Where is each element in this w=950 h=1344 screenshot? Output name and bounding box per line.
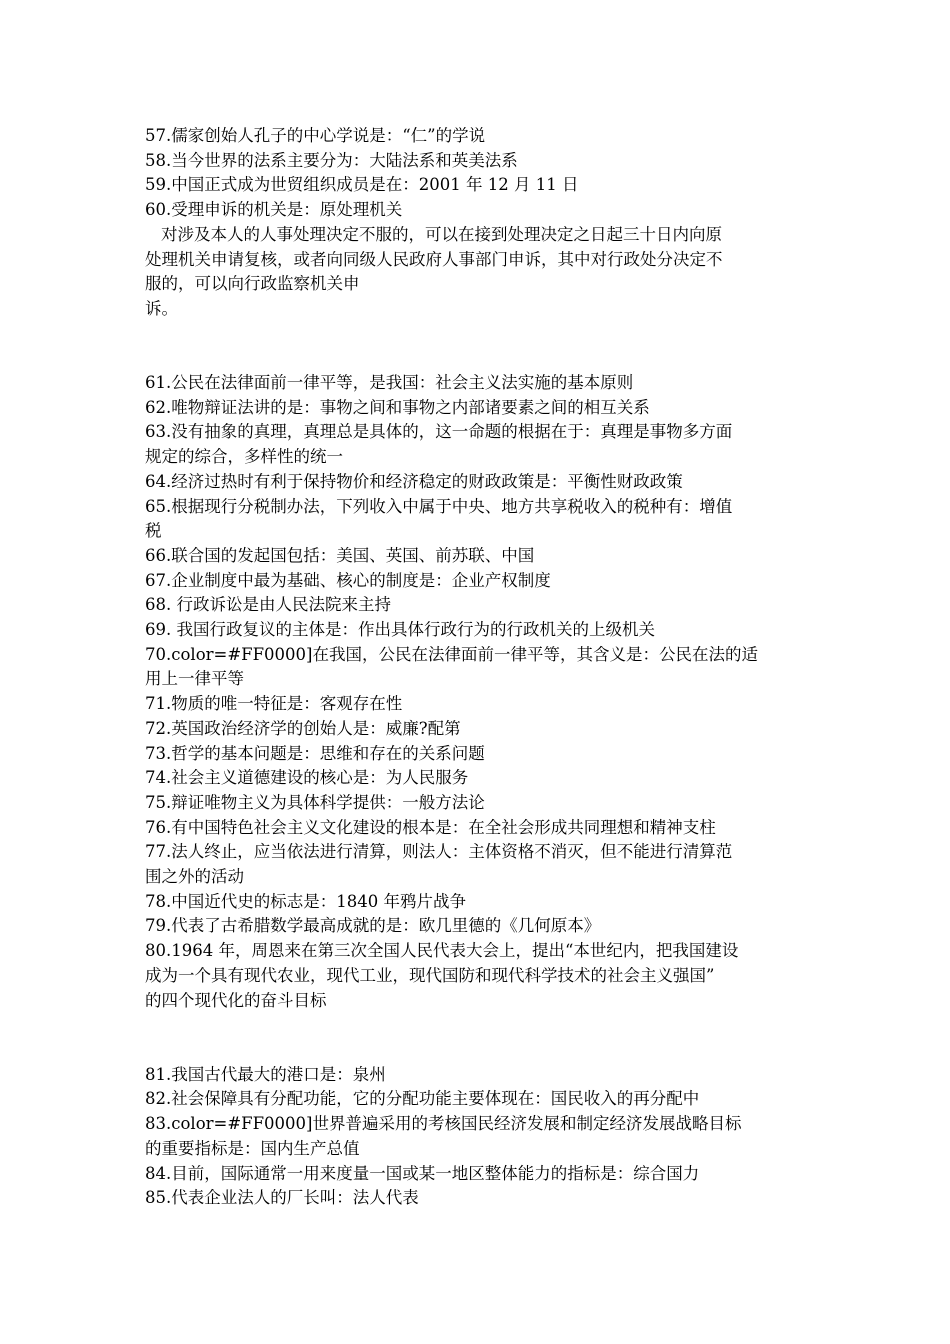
text-line: 80.1964 年，周恩来在第三次全国人民代表大会上，提出“本世纪内，把我国建设 bbox=[145, 941, 739, 961]
text-line: 78.中国近代史的标志是：1840 年鸦片战争 bbox=[145, 891, 466, 911]
text-line: 67.企业制度中最为基础、核心的制度是：企业产权制度 bbox=[145, 570, 551, 590]
text-line: 59.中国正式成为世贸组织成员是在：2001 年 12 月 11 日 bbox=[145, 175, 579, 195]
text-line: 70.color=#FF0000]在我国，公民在法律面前一律平等，其含义是：公民在法的适 bbox=[145, 644, 758, 664]
text-line: 64.经济过热时有利于保持物价和经济稳定的财政政策是：平衡性财政政策 bbox=[145, 471, 683, 491]
text-line: 用上一律平等 bbox=[145, 669, 244, 689]
text-line: 63.没有抽象的真理，真理总是具体的，这一命题的根据在于：真理是事物多方面 bbox=[145, 422, 733, 442]
text-line: 77.法人终止，应当依法进行清算，则法人：主体资格不消灭，但不能进行清算范 bbox=[145, 842, 733, 862]
text-line: 66.联合国的发起国包括：美国、英国、前苏联、中国 bbox=[145, 545, 535, 565]
text-line: 81.我国古代最大的港口是：泉州 bbox=[145, 1064, 386, 1084]
text-line: 65.根据现行分税制办法，下列收入中属于中央、地方共享税收入的税种有：增值 bbox=[145, 496, 733, 516]
text-line: 75.辩证唯物主义为具体科学提供：一般方法论 bbox=[145, 792, 485, 812]
text-line: 57.儒家创始人孔子的中心学说是：“仁”的学说 bbox=[145, 126, 486, 145]
text-line: 的四个现代化的奋斗目标 bbox=[145, 990, 327, 1010]
text-line: 服的，可以向行政监察机关申 bbox=[145, 274, 360, 294]
text-line: 76.有中国特色社会主义文化建设的根本是：在全社会形成共同理想和精神支柱 bbox=[145, 817, 716, 837]
text-line: 73.哲学的基本问题是：思维和存在的关系问题 bbox=[145, 743, 485, 763]
paragraph-gap bbox=[145, 322, 815, 371]
text-line: 71.物质的唯一特征是：客观存在性 bbox=[145, 694, 403, 714]
text-line: 68. 行政诉讼是由人民法院来主持 bbox=[145, 595, 391, 615]
text-line: 处理机关申请复核，或者向同级人民政府人事部门申诉，其中对行政处分决定不 bbox=[145, 249, 723, 269]
text-line: 成为一个具有现代农业，现代工业，现代国防和现代科学技术的社会主义强国” bbox=[145, 965, 715, 985]
document-body bbox=[145, 124, 815, 1211]
text-line: 82.社会保障具有分配功能，它的分配功能主要体现在：国民收入的再分配中 bbox=[145, 1089, 700, 1109]
text-line: 诉。 bbox=[145, 298, 178, 318]
text-line: 60.受理申诉的机关是：原处理机关 bbox=[145, 200, 403, 220]
text-line: 62.唯物辩证法讲的是：事物之间和事物之内部诸要素之间的相互关系 bbox=[145, 397, 650, 417]
text-line: 84.目前，国际通常一用来度量一国或某一地区整体能力的指标是：综合国力 bbox=[145, 1163, 700, 1183]
paragraph-gap bbox=[145, 1013, 815, 1062]
text-line: 规定的综合，多样性的统一 bbox=[145, 447, 343, 467]
text-line: 79.代表了古希腊数学最高成就的是：欧几里德的《几何原本》 bbox=[145, 916, 601, 936]
text-line: 对涉及本人的人事处理决定不服的，可以在接到处理决定之日起三十日内向原 bbox=[161, 224, 722, 244]
text-line: 85.代表企业法人的厂长叫：法人代表 bbox=[145, 1188, 419, 1208]
text-line: 61.公民在法律面前一律平等，是我国：社会主义法实施的基本原则 bbox=[145, 373, 634, 393]
text-line: 83.color=#FF0000]世界普遍采用的考核国民经济发展和制定经济发展战略目标 bbox=[145, 1114, 742, 1134]
text-line: 税 bbox=[145, 521, 162, 541]
text-line: 72.英国政治经济学的创始人是：威廉?配第 bbox=[145, 718, 461, 738]
text-line: 69. 我国行政复议的主体是：作出具体行政行为的行政机关的上级机关 bbox=[145, 620, 655, 640]
text-line: 58.当今世界的法系主要分为：大陆法系和英美法系 bbox=[145, 150, 518, 170]
text-line: 的重要指标是：国内生产总值 bbox=[145, 1138, 360, 1158]
text-line: 74.社会主义道德建设的核心是：为人民服务 bbox=[145, 768, 469, 788]
text-line: 围之外的活动 bbox=[145, 867, 244, 887]
